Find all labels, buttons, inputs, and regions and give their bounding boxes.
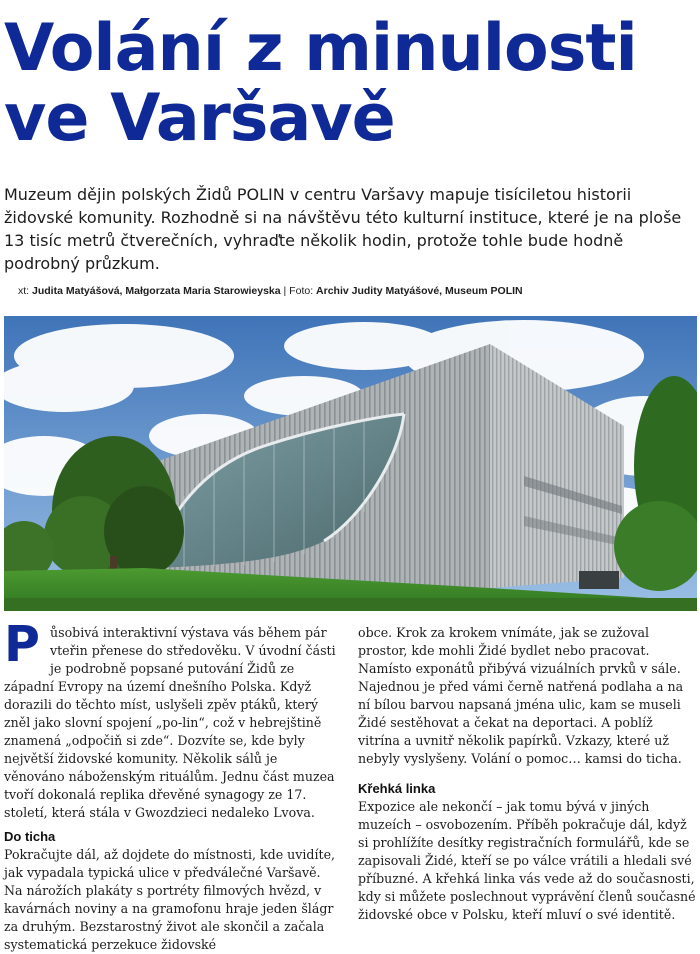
title-line-1: Volání z minulosti: [4, 11, 637, 86]
body-column-right: [358, 624, 698, 924]
subheading-krehka-linka: Křehká linka: [358, 781, 436, 796]
byline-authors: Judita Matyášová, Małgorzata Maria Starowieyska: [32, 285, 281, 297]
paragraph-intro-text: ůsobivá interaktivní výstava vás během pár vteřin přenese do středověku. V úvodní části je podrobně popsané putování Židů ze západní Evropy na území dnešního Polska. Když dorazili do těchto míst, uslyšeli zpěv ptáků, který zněl jako slovní spojení „po-lin“, což v hebrejštině znamená „odpočiň si zde“. Dozvíte se, kde byly největší židovské komunity. Několik sálů je věnováno náboženským rituálům. Jednu část muzea tvoří dokonalá replika dřevěné synagogy ze 17. století, která stála v Gwozdzieci nedaleko Lvova.: [4, 625, 336, 820]
title-line-2: ve Varšavě: [4, 81, 395, 156]
byline-photo-credit: Archiv Judity Matyášové, Museum POLIN: [316, 285, 523, 297]
paragraph-persecution: obce. Krok za krokem vnímáte, jak se zužoval prostor, kde mohli Židé bydlet nebo pracovat. Namísto exponátů přibývá vizuálních prvků v sále. Najednou je před vámi černě natřená podlaha a na ní bílou barvou napsaná jména ulic, kam se museli Židé sestěhovat a čekat na deportaci. A poblíž vitrína a uvnitř několik papírků. Vzkazy, které už nebyly vyslyšeny. Volání o pomoc… kamsi do ticha.: [358, 625, 684, 766]
museum-photo: [4, 316, 697, 611]
dropcap: P: [4, 616, 40, 673]
body-column-left: [4, 616, 341, 954]
paragraph-street: Pokračujte dál, až dojdete do místnosti, kde uvidíte, jak vypadala typická ulice v předválečné Varšavě. Na nárožích plakáty s portréty filmových hvězd, v kavárnách noviny a na gramofonu hraje jeden šlágr za druhým. Bezstarostný život ale skončil a začala systematická perzekuce židovské: [4, 847, 336, 952]
article-title: [4, 11, 694, 156]
museum-building-photo-icon: [4, 316, 697, 611]
byline-prefix: xt:: [18, 285, 33, 297]
paragraph-present: Expozice ale nekončí – jak tomu bývá v jiných muzeích – osvobozením. Příběh pokračuje dál, když si prohlížíte desítky registračních formulářů, kde se zapisovali Židé, kteří se po válce vrátili a hledali své příbuzné. A křehká linka vás vede až do současnosti, kdy si můžete poslechnout vyprávění členů současné židovské obce v Polsku, kteří mluví o své identitě.: [358, 799, 696, 922]
subheading-do-ticha: Do ticha: [4, 829, 56, 844]
byline-separator: | Foto:: [280, 285, 317, 297]
paragraph-intro: [4, 616, 341, 822]
article-lead: Muzeum dějin polských Židů POLIN v centru Varšavy mapuje tisíciletou historii židovské komunity. Rozhodně si na návštěvu této kulturní instituce, které je na ploše 13 tisíc metrů čtverečních, vyhraďte několik hodin, protože tohle bude hodně podrobný průzkum.: [4, 185, 682, 273]
byline: [18, 285, 694, 297]
